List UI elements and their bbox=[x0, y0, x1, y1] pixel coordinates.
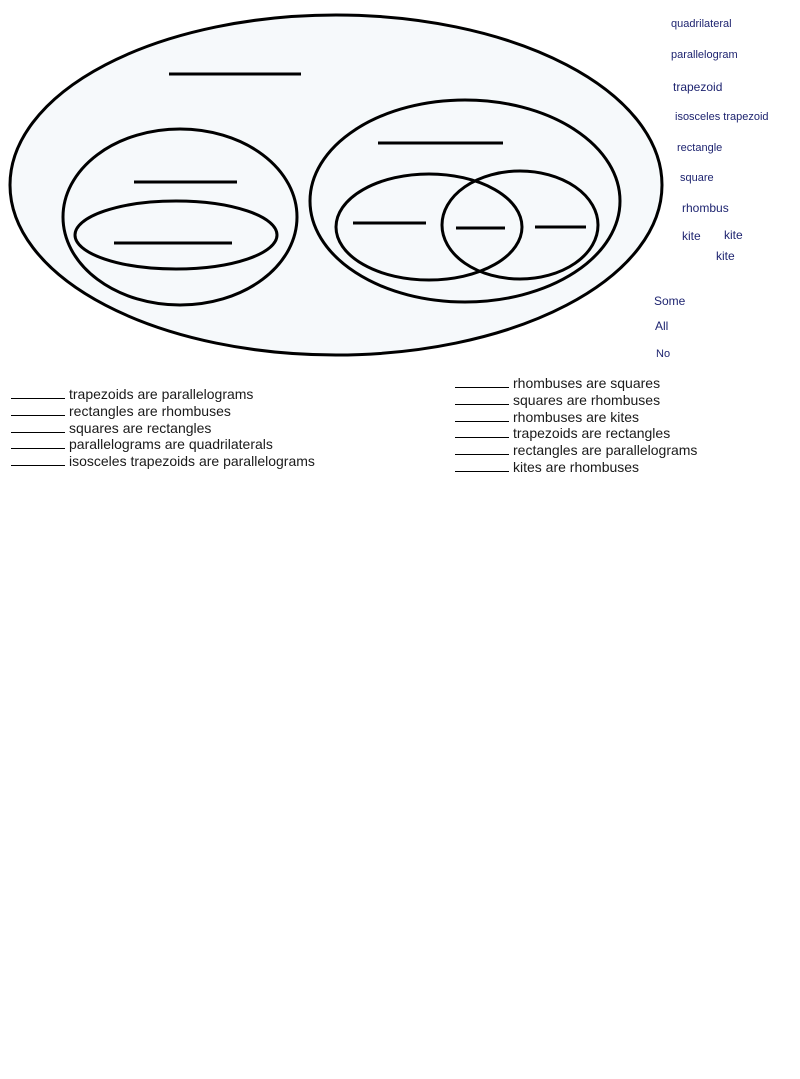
statement-row bbox=[455, 392, 697, 409]
word-all[interactable]: All bbox=[655, 319, 669, 333]
fill-in-blank[interactable] bbox=[455, 387, 509, 388]
word-kite[interactable]: kite bbox=[682, 229, 701, 243]
fill-in-blank[interactable] bbox=[455, 421, 509, 422]
word-some[interactable]: Some bbox=[654, 294, 686, 308]
statement-list-left bbox=[11, 386, 315, 470]
fill-in-blank[interactable] bbox=[11, 398, 65, 399]
word-kite[interactable]: kite bbox=[716, 249, 735, 263]
word-no[interactable]: No bbox=[656, 348, 671, 360]
statement-text: kites are rhombuses bbox=[513, 458, 640, 475]
right-ellipse bbox=[310, 100, 620, 302]
fill-in-blank[interactable] bbox=[455, 404, 509, 405]
statement-text: rhombuses are squares bbox=[513, 375, 661, 391]
word-isosceles-trapezoid[interactable]: isosceles trapezoid bbox=[675, 111, 769, 123]
statement-row bbox=[455, 459, 697, 476]
fill-in-blank[interactable] bbox=[11, 432, 65, 433]
statement-text: parallelograms are quadrilaterals bbox=[69, 436, 273, 453]
word-trapezoid[interactable]: trapezoid bbox=[673, 80, 723, 94]
word-rhombus[interactable]: rhombus bbox=[682, 201, 729, 215]
fill-in-blank[interactable] bbox=[455, 471, 509, 472]
statement-row bbox=[11, 436, 315, 453]
fill-in-blank[interactable] bbox=[11, 415, 65, 416]
statement-text: isosceles trapezoids are parallelograms bbox=[69, 453, 315, 470]
statement-list-right bbox=[455, 375, 697, 476]
fill-in-blank[interactable] bbox=[11, 448, 65, 449]
statement-row bbox=[455, 442, 697, 459]
statement-row bbox=[11, 403, 315, 420]
left-inner-ellipse bbox=[75, 201, 277, 269]
fill-in-blank[interactable] bbox=[455, 437, 509, 438]
statement-text: squares are rhombuses bbox=[513, 391, 661, 408]
statement-text: rhombuses are kites bbox=[513, 408, 640, 425]
statement-row bbox=[455, 375, 697, 392]
statement-row bbox=[455, 409, 697, 426]
statement-row bbox=[11, 453, 315, 470]
word-square[interactable]: square bbox=[680, 172, 714, 184]
statement-text: trapezoids are rectangles bbox=[513, 425, 671, 442]
word-parallelogram[interactable]: parallelogram bbox=[671, 49, 738, 61]
word-kite[interactable]: kite bbox=[724, 228, 743, 242]
statement-row bbox=[11, 420, 315, 437]
word-rectangle[interactable]: rectangle bbox=[677, 142, 723, 154]
statement-row bbox=[455, 425, 697, 442]
fill-in-blank[interactable] bbox=[455, 454, 509, 455]
statement-text: rectangles are rhombuses bbox=[69, 402, 231, 419]
fill-in-blank[interactable] bbox=[11, 465, 65, 466]
statement-text: squares are rectangles bbox=[69, 419, 212, 436]
statement-text: rectangles are parallelograms bbox=[513, 442, 698, 459]
statement-row bbox=[11, 386, 315, 403]
statement-text: trapezoids are parallelograms bbox=[69, 386, 254, 402]
word-quadrilateral[interactable]: quadrilateral bbox=[671, 18, 732, 30]
